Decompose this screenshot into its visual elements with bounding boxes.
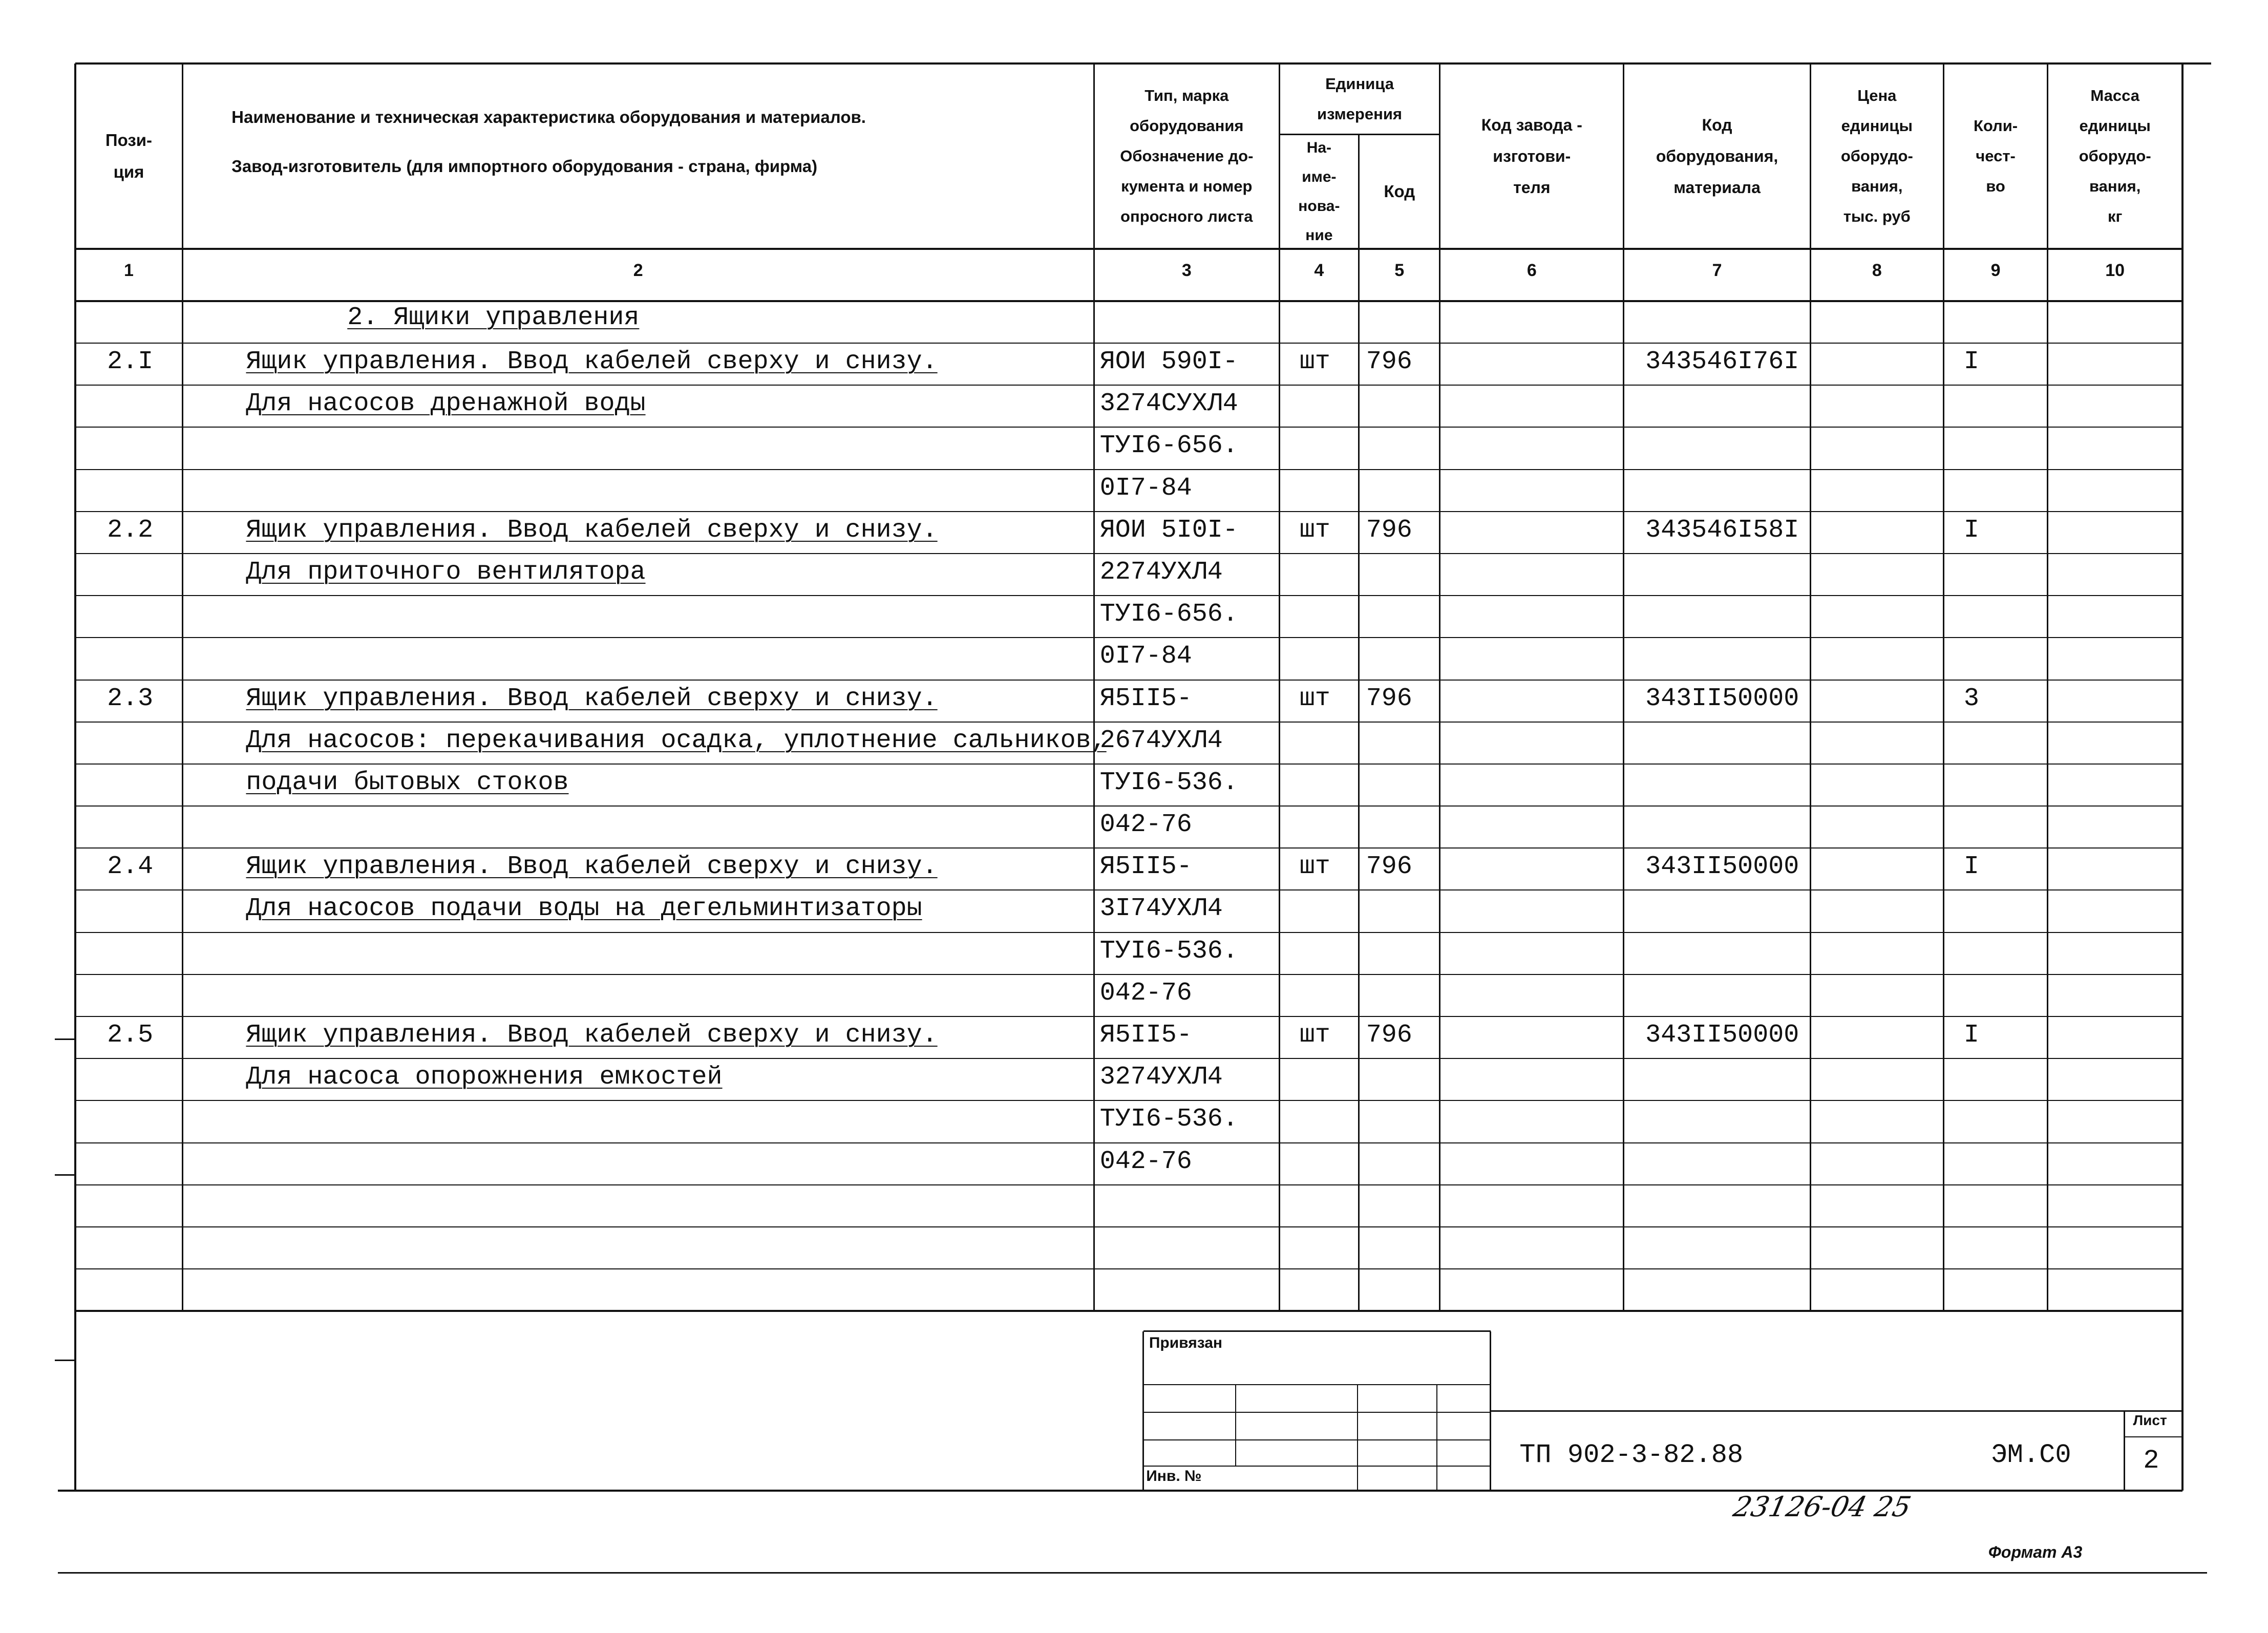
row-quantity: I xyxy=(1963,347,1979,376)
row-type: 042-76 xyxy=(1099,810,1192,840)
stamp-sheet-number: 2 xyxy=(2143,1446,2159,1476)
row-unit-code: 796 xyxy=(1366,1021,1412,1050)
row-unit-code: 796 xyxy=(1366,515,1412,545)
row-quantity: 3 xyxy=(1963,684,1979,713)
row-name: Для насосов дренажной воды xyxy=(246,389,646,419)
rule-line xyxy=(1439,63,1440,1311)
header-quantity: Коли- чест- во xyxy=(1973,116,2018,195)
rule-line xyxy=(1623,63,1624,1311)
rule-line xyxy=(75,722,2182,723)
row-type: 0I7-84 xyxy=(1099,473,1192,503)
row-unit-code: 796 xyxy=(1366,347,1412,376)
row-position: 2.5 xyxy=(107,1021,154,1050)
stamp-sheet-label: Лист xyxy=(2133,1412,2167,1429)
row-equipment-code: 343II50000 xyxy=(1645,1021,1799,1050)
row-type: Я5II5- xyxy=(1099,684,1192,713)
rule-line xyxy=(1436,1385,1437,1490)
rule-line xyxy=(75,511,2182,512)
column-number: 5 xyxy=(1394,260,1405,280)
rule-line xyxy=(1143,1330,1491,1332)
column-number: 8 xyxy=(1872,260,1882,280)
rule-line xyxy=(1279,63,1280,1311)
row-type: 042-76 xyxy=(1099,1147,1192,1176)
row-quantity: I xyxy=(1963,852,1979,882)
rule-line xyxy=(75,805,2182,807)
header-factory-code: Код завода - изготови- теля xyxy=(1481,116,1582,197)
column-number: 9 xyxy=(1990,260,2001,280)
header-position: Пози- ция xyxy=(105,130,153,182)
rule-line xyxy=(1142,1331,1144,1491)
row-type: 3274УХЛ4 xyxy=(1099,1063,1223,1092)
section-title: 2. Ящики управления xyxy=(347,303,640,332)
row-type: ЯОИ 590I- xyxy=(1099,347,1238,376)
rule-line xyxy=(1235,1385,1236,1466)
stamp-document-suffix: ЭМ.С0 xyxy=(1991,1439,2071,1470)
row-type: Я5II5- xyxy=(1099,1021,1192,1050)
rule-line xyxy=(1143,1384,1491,1385)
rule-line xyxy=(75,889,2182,890)
column-number: 7 xyxy=(1712,260,1722,280)
rule-line xyxy=(2047,63,2048,1311)
row-name: Ящик управления. Ввод кабелей сверху и снизу. xyxy=(246,515,938,545)
row-type: ТУI6-536. xyxy=(1099,936,1238,966)
rule-line xyxy=(75,1268,2182,1269)
column-number: 10 xyxy=(2105,260,2125,280)
rule-line xyxy=(75,974,2182,975)
row-type: Я5II5- xyxy=(1099,852,1192,882)
row-type: 0I7-84 xyxy=(1099,642,1192,671)
rule-line xyxy=(75,385,2182,386)
stamp-document-code: ТП 902-3-82.88 xyxy=(1519,1439,1744,1470)
row-type: 3274СУХЛ4 xyxy=(1099,389,1238,419)
row-unit: шт xyxy=(1299,347,1330,376)
row-name: Ящик управления. Ввод кабелей сверху и снизу. xyxy=(246,684,938,713)
rule-line xyxy=(75,637,2182,638)
row-name: Ящик управления. Ввод кабелей сверху и снизу. xyxy=(246,347,938,376)
row-unit-code: 796 xyxy=(1366,684,1412,713)
rule-line xyxy=(75,1226,2182,1227)
row-name: Для приточного вентилятора xyxy=(246,557,646,587)
rule-line xyxy=(75,553,2182,554)
rule-line xyxy=(75,932,2182,933)
row-position: 2.4 xyxy=(107,852,154,882)
row-type: ТУI6-656. xyxy=(1099,600,1238,629)
column-number: 3 xyxy=(1181,260,1192,280)
rule-line xyxy=(55,1174,75,1176)
rule-line xyxy=(1143,1439,1491,1440)
column-number: 6 xyxy=(1527,260,1537,280)
row-name: Для насоса опорожнения емкостей xyxy=(246,1063,723,1092)
row-name: подачи бытовых стоков xyxy=(246,768,569,797)
rule-line xyxy=(1810,63,1811,1311)
row-name: Ящик управления. Ввод кабелей сверху и снизу. xyxy=(246,852,938,882)
rule-line xyxy=(75,343,2182,344)
row-position: 2.2 xyxy=(107,515,154,545)
column-number: 1 xyxy=(124,260,134,280)
rule-line xyxy=(75,1310,2182,1312)
rule-line xyxy=(75,595,2182,596)
rule-line xyxy=(1143,1412,1491,1413)
header-name-line2: Завод-изготовитель (для импортного оборудования - страна, фирма) xyxy=(231,156,818,176)
row-type: ТУI6-656. xyxy=(1099,431,1238,461)
row-unit: шт xyxy=(1299,684,1330,713)
header-type: Тип, марка оборудования Обозначение до- кумента и номер опросного листа xyxy=(1120,86,1254,225)
format-label: Формат А3 xyxy=(1988,1542,2083,1561)
row-name: Для насосов: перекачивания осадка, уплотнение сальников, xyxy=(246,726,1107,755)
rule-line xyxy=(75,469,2182,470)
row-type: 042-76 xyxy=(1099,978,1192,1008)
rule-line xyxy=(2125,1436,2182,1437)
rule-line xyxy=(75,427,2182,428)
row-position: 2.I xyxy=(107,347,154,376)
row-equipment-code: 343II50000 xyxy=(1645,852,1799,882)
rule-line xyxy=(75,1100,2182,1101)
row-unit: шт xyxy=(1299,1021,1330,1050)
row-position: 2.3 xyxy=(107,684,154,713)
row-type: 2674УХЛ4 xyxy=(1099,726,1223,755)
rule-line xyxy=(75,764,2182,765)
row-name: Ящик управления. Ввод кабелей сверху и снизу. xyxy=(246,1021,938,1050)
row-type: ТУI6-536. xyxy=(1099,768,1238,797)
header-mass: Масса единицы оборудо- вания, кг xyxy=(2079,86,2151,225)
rule-line xyxy=(1358,135,1360,1311)
rule-line xyxy=(1357,1385,1358,1490)
rule-line xyxy=(182,63,183,1311)
rule-line xyxy=(1943,63,1944,1311)
row-unit-code: 796 xyxy=(1366,852,1412,882)
column-number: 4 xyxy=(1314,260,1324,280)
stamp-inventory-number: Инв. № xyxy=(1146,1467,1202,1484)
stamp-privyazan: Привязан xyxy=(1149,1334,1223,1351)
rule-line xyxy=(58,1572,2207,1574)
row-name: Для насосов подачи воды на дегельминтизаторы xyxy=(246,894,922,924)
row-quantity: I xyxy=(1963,1021,1979,1050)
row-unit: шт xyxy=(1299,852,1330,882)
rule-line xyxy=(1491,1410,2182,1412)
row-equipment-code: 343546I58I xyxy=(1645,515,1799,545)
row-equipment-code: 343546I76I xyxy=(1645,347,1799,376)
header-unit-code: Код xyxy=(1384,182,1415,201)
rule-line xyxy=(1093,63,1095,1311)
header-unit-name: На- име- нова- ние xyxy=(1298,139,1340,244)
rule-line xyxy=(2124,1411,2125,1490)
column-number: 2 xyxy=(633,260,643,280)
rule-line xyxy=(75,847,2182,849)
header-unit-group: Единица измерения xyxy=(1317,74,1402,123)
rule-line xyxy=(75,1058,2182,1059)
row-type: ТУI6-536. xyxy=(1099,1105,1238,1134)
header-name-line1: Наименование и техническая характеристика оборудования и материалов. xyxy=(231,107,866,126)
header-equipment-code: Код оборудования, материала xyxy=(1656,116,1778,197)
rule-line xyxy=(75,301,2182,302)
row-quantity: I xyxy=(1963,515,1979,545)
rule-line xyxy=(1143,1466,1491,1467)
rule-line xyxy=(55,1038,75,1040)
row-type: 3I74УХЛ4 xyxy=(1099,894,1223,924)
handwritten-number: 23126-04 25 xyxy=(1730,1490,1914,1523)
rule-line xyxy=(75,1016,2182,1017)
header-price: Цена единицы оборудо- вания, тыс. руб xyxy=(1840,86,1913,225)
rule-line xyxy=(55,1360,75,1361)
rule-line xyxy=(75,1142,2182,1143)
row-equipment-code: 343II50000 xyxy=(1645,684,1799,713)
rule-line xyxy=(75,1184,2182,1185)
row-unit: шт xyxy=(1299,515,1330,545)
rule-line xyxy=(75,680,2182,681)
row-type: ЯОИ 5I0I- xyxy=(1099,515,1238,545)
row-type: 2274УХЛ4 xyxy=(1099,557,1223,587)
